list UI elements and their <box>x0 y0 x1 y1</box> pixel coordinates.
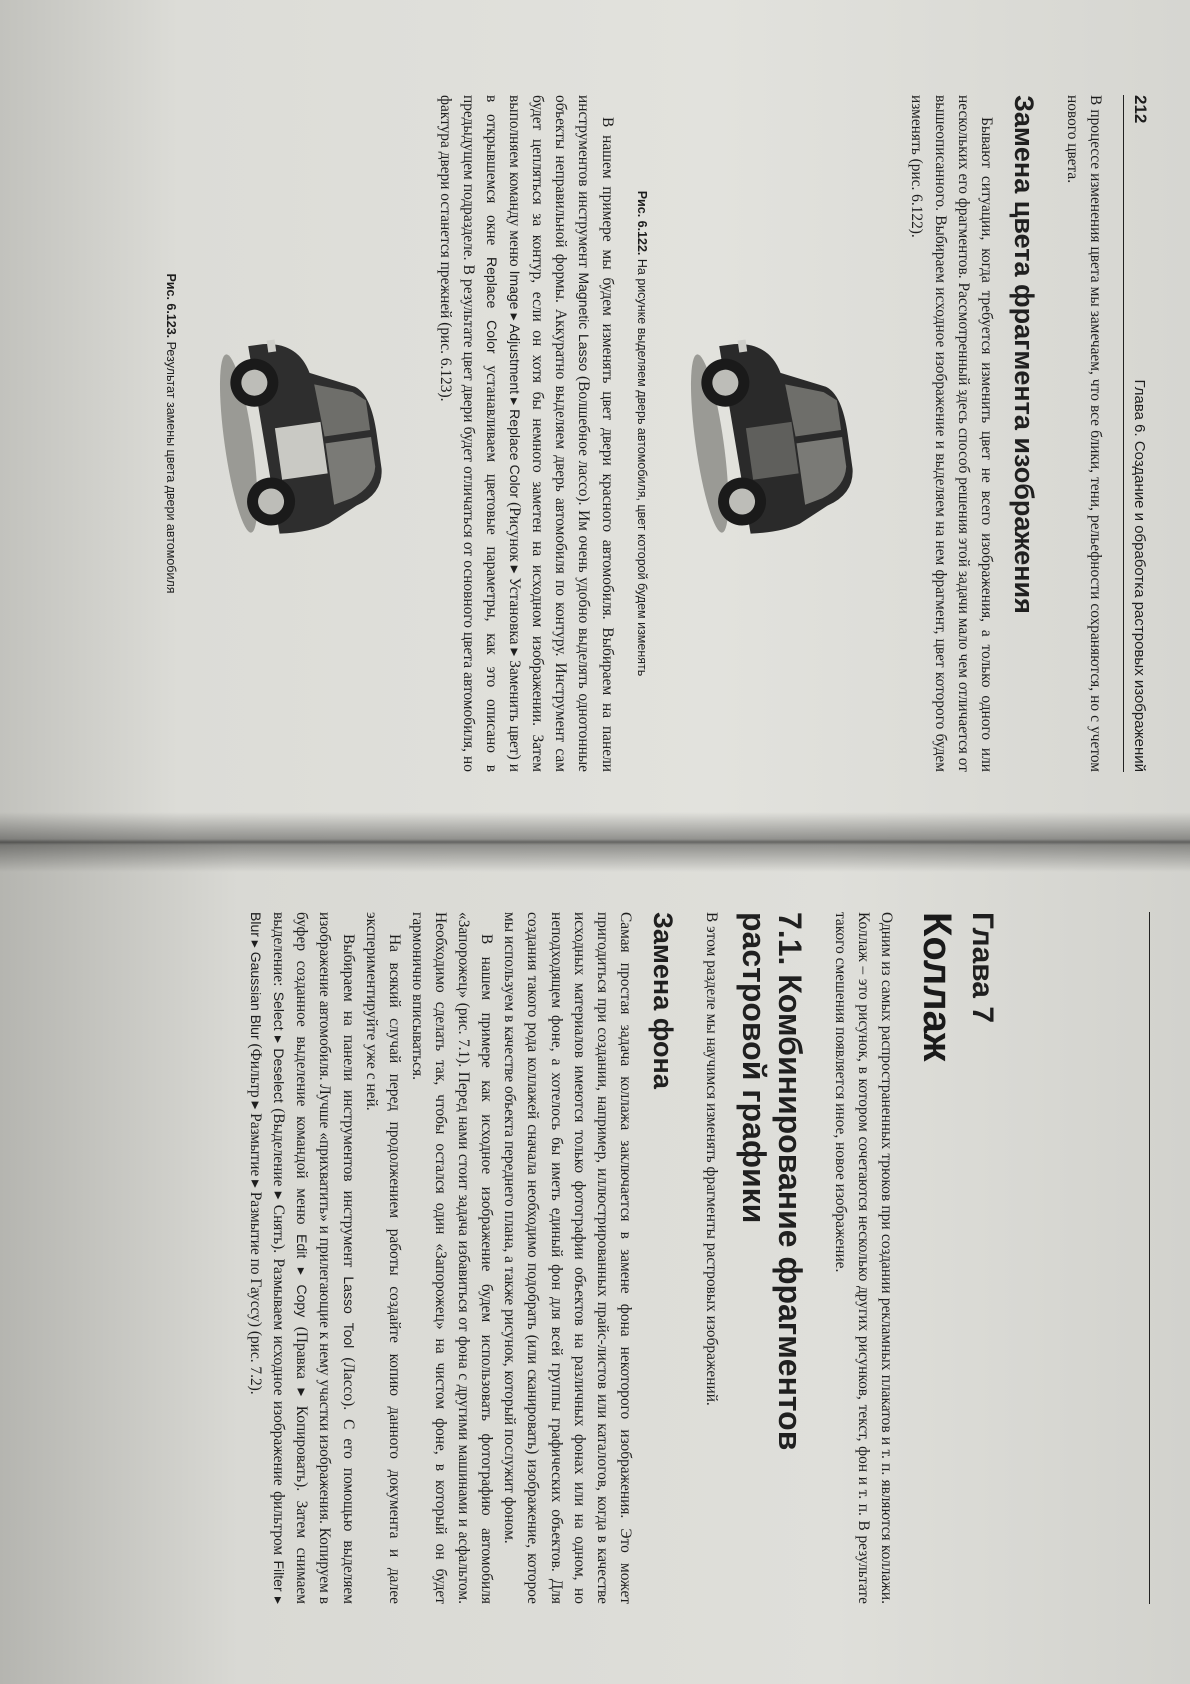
paragraph: Самая простая задача коллажа заключается в замене фона некоторого изображения. Это может пригодиться при создании, например, иллюстрированных прайс-листов или каталогов, когда в качестве исходных материалов имеются только фотографии объектов на различных фонах или на одном, но неподходящем фоне, а хотелось бы иметь единый фон для всей группы графических объектов. Для создания такого рода коллажей сначала необходимо подобрать (или сканировать) изображение, которое мы используем в качестве объекта переднего плана, а также рисунок, который послужит фоном. <box>501 912 634 1604</box>
paragraph: В нашем примере как исходное изображение будем использовать фотографию автомобиля «Запорожец» (рис. 7.1). Перед нами стоит задача избавиться от фона с другими машинами и асфальтом. Необходимо сделать так, чтобы остался один «Запорожец» на чистом фоне, в который он будет гармонично вписываться. <box>408 912 496 1604</box>
subsection-heading: Замена фона <box>647 912 678 1089</box>
section-paragraph: Бывают ситуации, когда требуется изменить цвет не всего изображения, а только одного или нескольких его фрагментов. Рассмотренный здесь способ решения этой задачи мало чем отличается от вышеописанного. Выбираем исходное изображение и выделяем на нем фрагмент, цвет которого будем изменять (рис. 6.122). <box>908 95 995 772</box>
paragraph <box>244 912 360 1604</box>
text-run: (Рисунок ▸ Установка ▸ Заменить цвет) и в открывшемся окне <box>483 95 524 772</box>
running-head-title: Глава 6. Создание и обработка растровых изображений <box>1131 379 1148 772</box>
car-image <box>677 329 877 539</box>
text-run: (Волшебное лассо). Им очень удобно выделять однотонные объекты неправильной формы. Аккуратно выделяем дверь автомобиля по контуру. Инструмент сам будет цепляться за контур, если он хотя бы немного заметен на исходном изображении. Затем выполняем команду меню <box>506 95 593 772</box>
text-run: (Лассо). С его помощью выделяем изображение автомобиля. Лучше «прихватить» и прилегающие к нему участки изображения. Копируем в буфер созданное выделение командой меню <box>293 912 357 1604</box>
text-run: Выбираем на панели инструментов инструмент <box>339 934 357 1277</box>
body-paragraph <box>434 95 619 772</box>
figure-6-122 <box>655 95 895 772</box>
text-run: (Правка ▸ Копировать). Затем снимаем выделение: <box>270 912 311 1605</box>
caption-number: Рис. 6.122. <box>635 190 650 256</box>
section-intro: В этом разделе мы научимся изменять фрагменты растровых изображений. <box>703 912 721 1406</box>
text-run: В нашем примере мы будем изменять цвет двери красного автомобиля. Выбираем на панели инструментов инструмент <box>575 95 616 772</box>
chapter-intro: Одним из самых распространенных трюков при создании рекламных плакатов и т. п. являются коллажи. Коллаж – это рисунок, в котором сочетаются несколько других рисунков, текст, фон и т. п. В результате такого смешения появляется иное, новое изображение. <box>831 912 895 1604</box>
figure-caption <box>161 95 180 772</box>
window-name: Replace Color <box>484 257 501 354</box>
menu-path: Image ▸ Adjustment ▸ Replace Color <box>507 270 524 499</box>
menu-path: Edit ▸ Copy <box>294 1234 311 1318</box>
car-image <box>206 329 406 539</box>
top-rule <box>1149 912 1150 1604</box>
chapter-spacer <box>999 912 1149 1604</box>
figure-6-123 <box>184 95 424 772</box>
caption-text: Результат замены цвета двери автомобиля <box>163 341 178 594</box>
paragraph: На всякий случай перед продолжением работы создайте копию данного документа и далее экспериментируйте уже с ней. <box>362 912 403 1604</box>
tool-name: Magnetic Lasso <box>576 272 593 372</box>
intro-paragraph: В процессе изменения цвета мы замечаем, что все блики, тени, рельефности сохраняются, но с учетом нового цвета. <box>1063 95 1104 772</box>
chapter-label: Глава 7 <box>966 912 999 1024</box>
menu-path: Filter ▸ Blur ▸ Gaussian Blur <box>248 912 288 1605</box>
chapter-title: Коллаж <box>915 912 959 1062</box>
tool-name: Lasso Tool <box>340 1276 357 1349</box>
text-run: (Фильтр ▸ Размытие ▸ Размытие по Гауссу) (рис. 7.2). <box>247 1039 265 1395</box>
figure-caption <box>633 95 652 772</box>
running-head <box>1123 95 1150 772</box>
caption-text: На рисунке выделяем дверь автомобиля, цвет которой будем изменять <box>635 258 650 677</box>
text-run: устанавливаем цветовые параметры, как это описано в предыдущем подразделе. В результате цвет двери будет отличаться от основного цвета автомобиля, но фактура двери останется прежней (рис. 6.123). <box>436 95 501 772</box>
right-page <box>0 842 1190 1684</box>
menu-path: Select ▸ Deselect <box>271 991 288 1103</box>
text-run: (Выделение ▸ Снять). Размываем исходное изображение фильтром <box>270 1102 288 1561</box>
page-number: 212 <box>1131 95 1150 124</box>
section-heading: Замена цвета фрагмента изображения <box>1008 95 1039 614</box>
book-gutter-shadow <box>0 812 1190 872</box>
section-heading: 7.1. Комбинирование фрагментов растровой графики <box>735 912 808 1451</box>
caption-number: Рис. 6.123. <box>163 273 178 339</box>
